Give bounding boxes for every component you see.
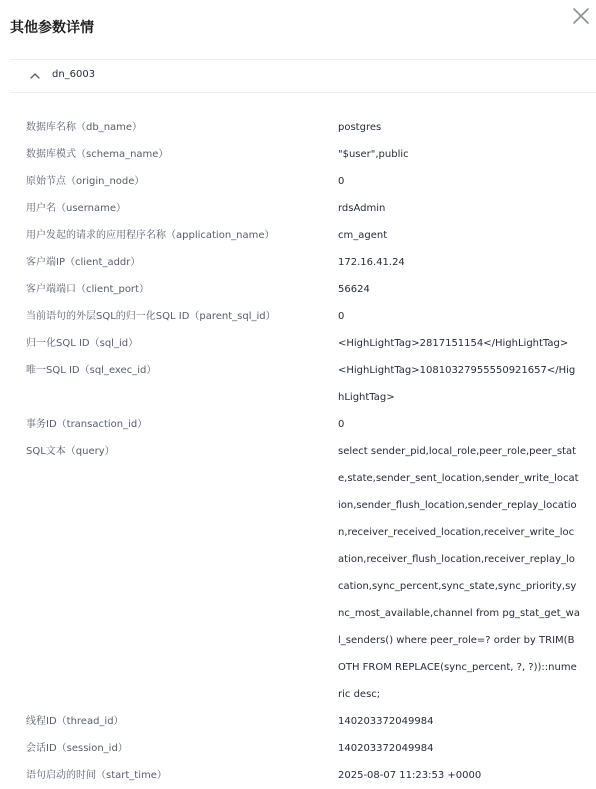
param-row: [0, 303, 596, 330]
param-value: postgres: [338, 122, 382, 133]
chevron-up-icon[interactable]: [29, 70, 41, 82]
param-value: 0: [338, 311, 345, 322]
dialog-header: [0, 0, 596, 56]
param-value: rdsAdmin: [338, 203, 386, 214]
param-row: [0, 114, 596, 141]
param-value: <HighLightTag>2817151154</HighLightTag>: [338, 338, 569, 349]
param-list: [0, 114, 596, 789]
param-label: 归一化SQL ID（sql_id）: [26, 338, 139, 349]
param-row: [0, 141, 596, 168]
panel-title: dn_6003: [52, 69, 96, 80]
param-label: 客户端IP（client_addr）: [26, 257, 141, 268]
param-label: 语句启动的时间（start_time）: [26, 770, 167, 781]
dialog-title: 其他参数详情: [10, 20, 94, 36]
param-value: 0: [338, 419, 345, 430]
param-value: 140203372049984: [338, 743, 434, 754]
param-row: [0, 357, 596, 411]
param-label: 用户发起的请求的应用程序名称（application_name）: [26, 230, 275, 241]
param-label: 客户端端口（client_port）: [26, 284, 149, 295]
param-value: cm_agent: [338, 230, 388, 241]
param-row: [0, 708, 596, 735]
param-row: [0, 249, 596, 276]
close-button[interactable]: [570, 5, 592, 27]
param-label: 数据库模式（schema_name）: [26, 149, 169, 160]
param-row: [0, 438, 596, 708]
param-row: [0, 330, 596, 357]
param-label: 唯一SQL ID（sql_exec_id）: [26, 365, 157, 376]
param-label: SQL文本（query）: [26, 446, 115, 457]
param-row: [0, 762, 596, 789]
param-value: 0: [338, 176, 345, 187]
param-row: [0, 276, 596, 303]
param-value: <HighLightTag>10810327955550921657</HighLightTag>: [338, 365, 576, 403]
param-value: 2025-08-07 11:23:53 +0000: [338, 770, 482, 781]
collapse-panel-header[interactable]: [10, 60, 596, 92]
param-value: 140203372049984: [338, 716, 434, 727]
param-label: 原始节点（origin_node）: [26, 176, 145, 187]
param-label: 线程ID（thread_id）: [26, 716, 124, 727]
param-label: 当前语句的外层SQL的归一化SQL ID（parent_sql_id）: [26, 311, 276, 322]
param-label: 数据库名称（db_name）: [26, 122, 143, 133]
param-value: 56624: [338, 284, 370, 295]
param-label: 事务ID（transaction_id）: [26, 419, 148, 430]
param-row: [0, 195, 596, 222]
close-icon[interactable]: [570, 5, 592, 27]
param-label: 会话ID（session_id）: [26, 743, 128, 754]
param-row: [0, 735, 596, 762]
param-value: 172.16.41.24: [338, 257, 405, 268]
param-value: "$user",public: [338, 149, 409, 160]
param-value: select sender_pid,local_role,peer_role,peer_state,state,sender_sent_location,sender_write_location,sender_flush_location,sender_replay_location,receiver_received_location,receiver_write_location,receiver_flush_location,receiver_replay_location,sync_percent,sync_state,sync_priority,sync_most_available,channel from pg_stat_get_wal_senders() where peer_role=? order by TRIM(BOTH FROM REPLACE(sync_percent, ?, ?))::numeric desc;: [338, 446, 580, 700]
param-row: [0, 222, 596, 249]
param-row: [0, 411, 596, 438]
param-row: [0, 168, 596, 195]
panel-divider-bottom: [10, 92, 596, 93]
param-label: 用户名（username）: [26, 203, 126, 214]
